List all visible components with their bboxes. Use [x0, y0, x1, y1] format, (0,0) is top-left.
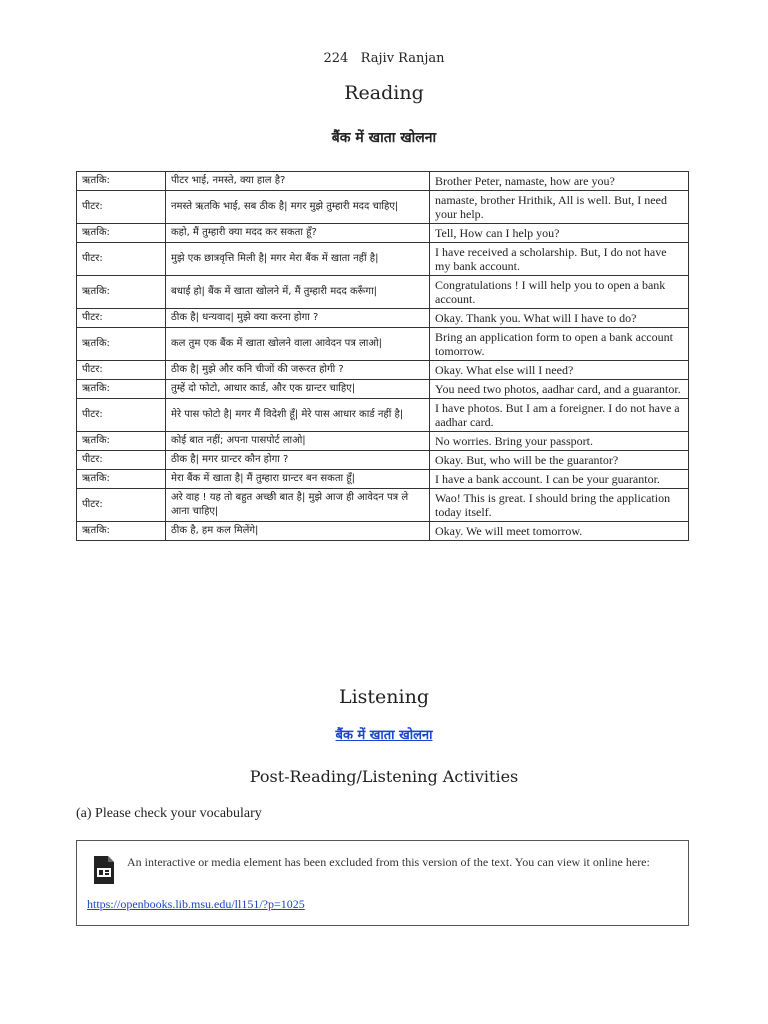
speaker-cell: ऋतकि: [77, 276, 166, 309]
dialog-row [77, 172, 689, 191]
speaker-cell: ऋतकि: [77, 432, 166, 451]
english-translation-cell: Wao! This is great. I should bring the application today itself. [430, 489, 689, 522]
hindi-line-cell: बधाई हो| बैंक में खाता खोलने में, मैं तुम्हारी मदद करूँगा| [166, 276, 430, 309]
dialog-row [77, 451, 689, 470]
speaker-cell: पीटर: [77, 191, 166, 224]
media-notice-box [76, 840, 689, 926]
speaker-cell: पीटर: [77, 489, 166, 522]
hindi-line-cell: ठीक है| मुझे और कनि चीजों की जरूरत होगी ? [166, 361, 430, 380]
media-link[interactable]: https://openbooks.lib.msu.edu/ll151/?p=1025 [87, 897, 305, 911]
author-name: Rajiv Ranjan [360, 51, 445, 66]
speaker-cell: पीटर: [77, 451, 166, 470]
english-translation-cell: Okay. What else will I need? [430, 361, 689, 380]
speaker-cell: ऋतकि: [77, 522, 166, 541]
hindi-line-cell: नमस्ते ऋतकि भाई, सब ठीक है| मगर मुझे तुम्हारी मदद चाहिए| [166, 191, 430, 224]
hindi-line-cell: तुम्हें दो फोटो, आधार कार्ड, और एक ग्रान्टर चाहिए| [166, 380, 430, 399]
hindi-line-cell: ठीक है| मगर ग्रान्टर कौन होगा ? [166, 451, 430, 470]
hindi-line-cell: ठीक है| धन्यवाद| मुझे क्या करना होगा ? [166, 309, 430, 328]
english-translation-cell: You need two photos, aadhar card, and a guarantor. [430, 380, 689, 399]
speaker-cell: ऋतकि: [77, 172, 166, 191]
english-translation-cell: Bring an application form to open a bank account tomorrow. [430, 328, 689, 361]
english-translation-cell: Brother Peter, namaste, how are you? [430, 172, 689, 191]
english-translation-cell: namaste, brother Hrithik, All is well. But, I need your help. [430, 191, 689, 224]
media-file-icon [93, 855, 115, 885]
listening-link[interactable]: बैंक में खाता खोलना [335, 728, 433, 743]
speaker-cell: पीटर: [77, 399, 166, 432]
speaker-cell: पीटर: [77, 243, 166, 276]
dialog-row [77, 380, 689, 399]
speaker-cell: ऋतकि: [77, 380, 166, 399]
english-translation-cell: Tell, How can I help you? [430, 224, 689, 243]
english-translation-cell: I have received a scholarship. But, I do not have my bank account. [430, 243, 689, 276]
english-translation-cell: Okay. But, who will be the guarantor? [430, 451, 689, 470]
post-activities-heading: Post-Reading/Listening Activities [249, 767, 519, 786]
english-translation-cell: I have a bank account. I can be your guarantor. [430, 470, 689, 489]
speaker-cell: ऋतकि: [77, 224, 166, 243]
english-translation-cell: I have photos. But I am a foreigner. I do not have a aadhar card. [430, 399, 689, 432]
hindi-line-cell: मेरा बैंक में खाता है| मैं तुम्हारा ग्रान्टर बन सकता हूँ| [166, 470, 430, 489]
english-translation-cell: No worries. Bring your passport. [430, 432, 689, 451]
hindi-line-cell: पीटर भाई, नमस्ते, क्या हाल है? [166, 172, 430, 191]
hindi-line-cell: कहो, मैं तुम्हारी क्या मदद कर सकता हूँ? [166, 224, 430, 243]
speaker-cell: पीटर: [77, 309, 166, 328]
speaker-cell: ऋतकि: [77, 470, 166, 489]
listening-heading: Listening [338, 686, 430, 708]
dialog-row [77, 243, 689, 276]
dialog-row [77, 191, 689, 224]
hindi-line-cell: मेरे पास फोटो है| मगर मैं विदेशी हूँ| मेरे पास आधार कार्ड नहीं है| [166, 399, 430, 432]
english-translation-cell: Congratulations ! I will help you to open a bank account. [430, 276, 689, 309]
reading-heading: Reading [344, 82, 424, 104]
dialog-row [77, 276, 689, 309]
dialog-row [77, 328, 689, 361]
english-translation-cell: Okay. Thank you. What will I have to do? [430, 309, 689, 328]
speaker-cell: पीटर: [77, 361, 166, 380]
speaker-cell: ऋतकि: [77, 328, 166, 361]
hindi-line-cell: मुझे एक छात्रवृत्ति मिली है| मगर मेरा बैंक में खाता नहीं है| [166, 243, 430, 276]
dialog-row [77, 361, 689, 380]
media-notice-text: An interactive or media element has been excluded from this version of the text. You can view it online here: [127, 855, 650, 869]
hindi-line-cell: ठीक है, हम कल मिलेंगे| [166, 522, 430, 541]
reading-subtitle: बैंक में खाता खोलना [331, 130, 437, 146]
page-header [0, 51, 768, 66]
dialog-row [77, 224, 689, 243]
activity-a-label: (a) Please check your vocabulary [76, 806, 262, 821]
hindi-line-cell: अरे वाह ! यह तो बहुत अच्छी बात है| मुझे आज ही आवेदन पत्र ले आना चाहिए| [166, 489, 430, 522]
dialog-table [76, 171, 689, 541]
dialog-row [77, 489, 689, 522]
dialog-row [77, 399, 689, 432]
hindi-line-cell: कल तुम एक बैंक में खाता खोलने वाला आवेदन पत्र लाओ| [166, 328, 430, 361]
dialog-table-body [77, 172, 689, 541]
dialog-row [77, 309, 689, 328]
english-translation-cell: Okay. We will meet tomorrow. [430, 522, 689, 541]
dialog-row [77, 470, 689, 489]
page-number: 224 [323, 51, 349, 66]
dialog-row [77, 522, 689, 541]
hindi-line-cell: कोई बात नहीं; अपना पासपोर्ट लाओ| [166, 432, 430, 451]
dialog-row [77, 432, 689, 451]
